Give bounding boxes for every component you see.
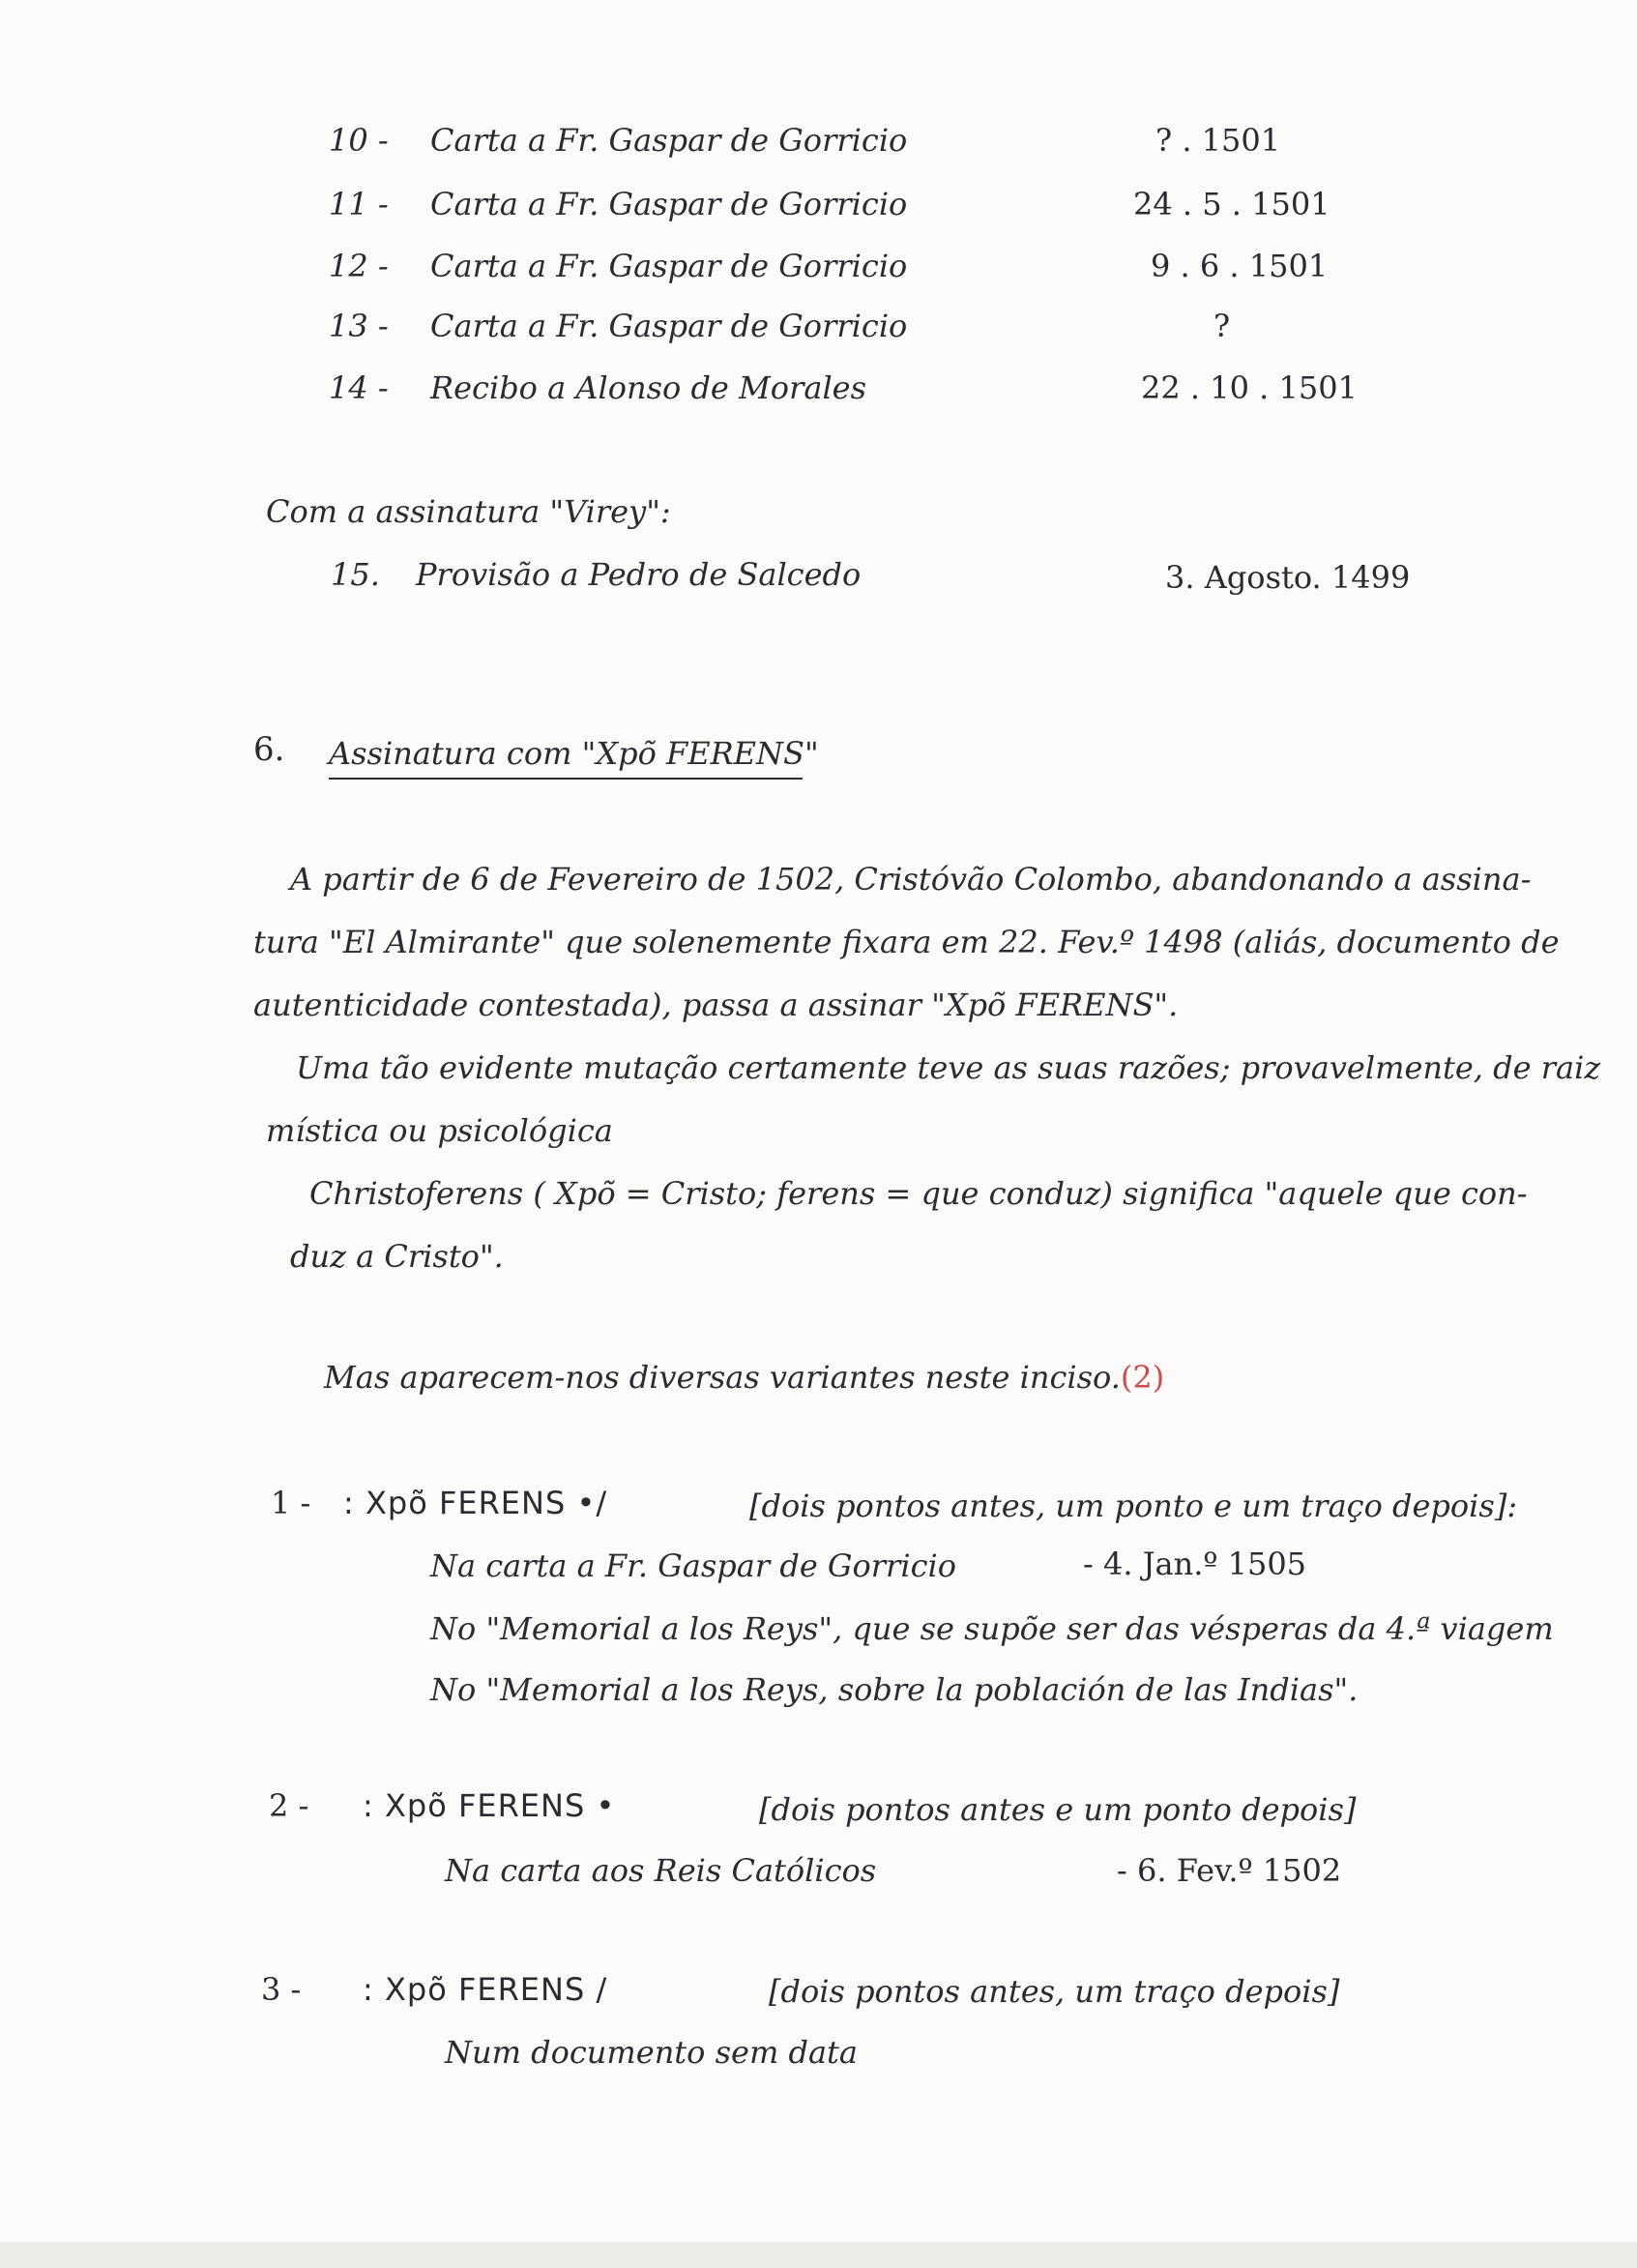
variant-description: [dois pontos antes, um ponto e um traço depois]: [749,1487,1518,1524]
variants-intro [324,1359,1164,1396]
variant-description: [dois pontos antes e um ponto depois] [759,1791,1357,1828]
virey-item-num: 15. [331,556,380,593]
list-item-num: 10 - [329,122,389,159]
page-bottom-edge [0,2242,1637,2268]
variant-reference: Na carta aos Reis Católicos [445,1852,877,1889]
variant-reference: No "Memorial a los Reys", que se supõe ser das vésperas da 4.ª viagem [430,1610,1554,1647]
paragraph-line: mística ou psicológica [266,1112,613,1149]
variant-signature: : Xpõ FERENS •/ [343,1485,608,1521]
list-item-text: Recibo a Alonso de Morales [430,369,867,406]
list-item-date: 9 . 6 . 1501 [1151,248,1329,284]
list-item-date: ? . 1501 [1155,122,1281,159]
variant-reference-date: - 4. Jan.º 1505 [1083,1546,1307,1582]
paragraph-line: tura "El Almirante" que solenemente fixara em 22. Fev.º 1498 (aliás, documento de [253,924,1560,960]
paragraph-line: autenticidade contestada), passa a assinar "Xpõ FERENS". [253,987,1179,1023]
variant-signature: : Xpõ FERENS / [363,1971,608,2008]
footnote-ref: (2) [1120,1359,1165,1396]
paragraph-line: A partir de 6 de Fevereiro de 1502, Cristóvão Colombo, abandonando a assina- [290,861,1532,898]
variant-signature: : Xpõ FERENS • [363,1787,616,1824]
paragraph-line: duz a Cristo". [290,1238,504,1275]
variant-reference: Na carta a Fr. Gaspar de Gorricio [430,1547,956,1584]
section-title-underline [329,778,803,780]
virey-item-text: Provisão a Pedro de Salcedo [416,556,862,593]
list-item-text: Carta a Fr. Gaspar de Gorricio [430,122,908,159]
paragraph-line: Christoferens ( Xpõ = Cristo; ferens = que conduz) significa "aquele que con- [309,1175,1528,1212]
list-item-text: Carta a Fr. Gaspar de Gorricio [430,308,908,344]
variant-reference: No "Memorial a los Reys, sobre la población de las Indias". [430,1671,1359,1708]
section-number: 6. [253,730,285,769]
paragraph-line: Uma tão evidente mutação certamente teve as suas razões; provavelmente, de raiz [296,1049,1601,1086]
variant-num: 3 - [261,1971,302,2008]
variant-num: 2 - [269,1787,309,1824]
list-item-num: 14 - [329,369,389,406]
variant-reference-date: - 6. Fev.º 1502 [1117,1852,1342,1889]
variant-reference: Num documento sem data [445,2034,858,2071]
section-title: Assinatura com "Xpõ FERENS" [329,735,819,772]
variants-intro-text: Mas aparecem-nos diversas variantes neste inciso. [324,1359,1121,1396]
variant-num: 1 - [271,1485,311,1521]
virey-item-date: 3. Agosto. 1499 [1165,559,1411,596]
list-item-text: Carta a Fr. Gaspar de Gorricio [430,186,908,222]
list-item-num: 11 - [329,186,389,222]
list-item-date: ? [1213,308,1231,344]
list-item-num: 12 - [329,248,389,284]
list-item-text: Carta a Fr. Gaspar de Gorricio [430,248,908,284]
variant-description: [dois pontos antes, um traço depois] [769,1973,1340,2010]
virey-intro: Com a assinatura "Virey": [266,493,671,530]
list-item-date: 22 . 10 . 1501 [1141,369,1358,406]
list-item-num: 13 - [329,308,389,344]
list-item-date: 24 . 5 . 1501 [1133,186,1330,222]
